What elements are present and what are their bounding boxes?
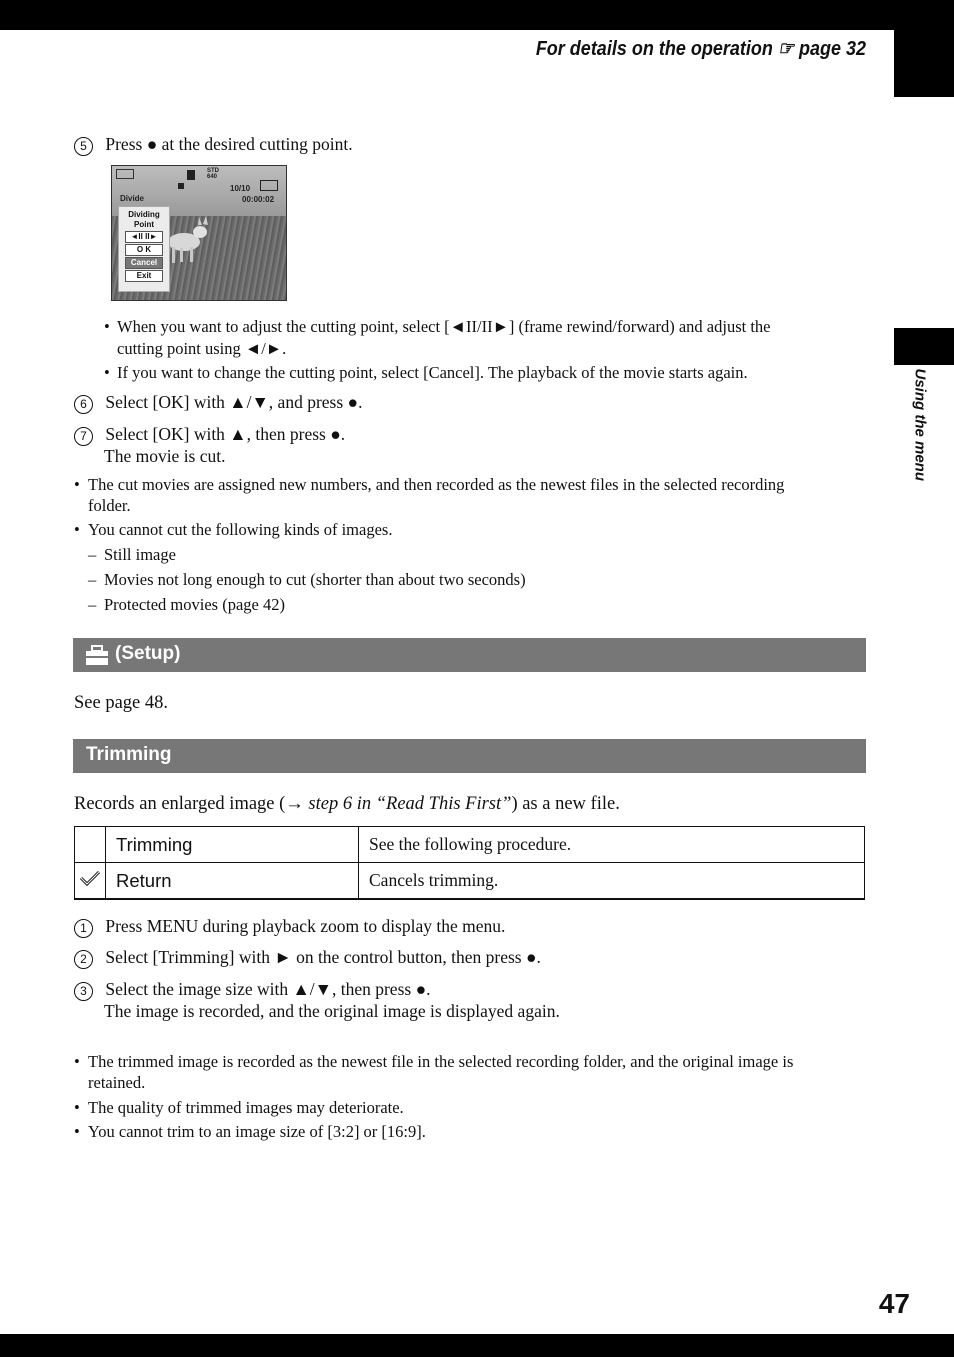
note-trim-newest-cont: retained.: [88, 1073, 146, 1092]
side-tab-label: Using the menu: [911, 368, 929, 482]
top-black-bar: [0, 0, 954, 30]
stop-icon: [178, 183, 184, 189]
exclusion-short: Movies not long enough to cut (shorter than about two seconds): [104, 570, 526, 589]
trimming-intro: Records an enlarged image (→ step 6 in “Read This First”) as a new file.: [74, 794, 620, 814]
divide-menu: [118, 206, 170, 292]
table-row[interactable]: [75, 863, 865, 900]
step-number: 2: [74, 950, 93, 969]
bullet: •: [74, 475, 80, 494]
trim-step-3: [74, 978, 431, 1001]
setup-section-bar: [73, 638, 866, 672]
note-change-text: If you want to change the cutting point, select [Cancel]. The playback of the movie starts again.: [117, 363, 748, 382]
note-cannot-cut: You cannot cut the following kinds of images.: [88, 520, 393, 539]
menu-item-frame[interactable]: ◄II II►: [125, 231, 163, 243]
step-number: 6: [74, 395, 93, 414]
bullet: •: [74, 1122, 80, 1141]
dash: –: [88, 570, 97, 589]
step-text: Press ● at the desired cutting point.: [105, 134, 353, 154]
option-name: Return: [106, 863, 359, 900]
quality-indicator: STD 640: [207, 168, 219, 180]
bottom-black-bar: [0, 1334, 954, 1357]
note-adjust: •: [104, 317, 110, 336]
row-mark: [75, 863, 106, 900]
time-counter: 00:00:02: [242, 195, 275, 204]
folder-icon: [260, 180, 278, 191]
menu-item-ok[interactable]: O K: [125, 244, 163, 256]
menu-item-cancel[interactable]: Cancel: [125, 257, 163, 269]
corner-tab: [894, 30, 954, 97]
camera-lcd-screen: [111, 165, 287, 301]
step-text: Select [OK] with ▲, then press ●.: [105, 424, 346, 444]
dash: –: [88, 545, 97, 564]
note-cut-numbers: The cut movies are assigned new numbers, and then recorded as the newest files in the selected recording: [88, 475, 785, 494]
step-number: 7: [74, 427, 93, 446]
menu-item-exit[interactable]: Exit: [125, 270, 163, 282]
dash: –: [88, 595, 97, 614]
note-adjust-text: When you want to adjust the cutting point, select [◄II/II►] (frame rewind/forward) and adjust the: [117, 317, 771, 336]
note-trim-size: You cannot trim to an image size of [3:2] or [16:9].: [88, 1122, 426, 1141]
exclusion-protected: Protected movies (page 42): [104, 595, 285, 614]
step-number: 3: [74, 982, 93, 1001]
page-number: 47: [878, 1288, 910, 1319]
bullet: •: [74, 1052, 80, 1071]
step-6: [74, 391, 362, 414]
setup-title: (Setup): [115, 643, 181, 664]
note-change: •: [104, 363, 110, 382]
step-number: 5: [74, 137, 93, 156]
step-text: Press MENU during playback zoom to display the menu.: [105, 916, 506, 936]
note-trim-quality: The quality of trimmed images may deteriorate.: [88, 1098, 404, 1117]
menu-title: Dividing: [128, 210, 160, 219]
mode-label: Divide: [120, 194, 145, 203]
setup-body: See page 48.: [74, 693, 169, 713]
note-adjust-cont: cutting point using ◄/►.: [117, 339, 287, 358]
trimming-title: Trimming: [86, 744, 172, 765]
step-7-result: The movie is cut.: [104, 446, 226, 466]
step-text: Select [OK] with ▲/▼, and press ●.: [105, 392, 363, 412]
file-counter: 10/10: [230, 184, 251, 193]
step-number: 1: [74, 919, 93, 938]
trim-step-2: [74, 946, 541, 969]
header-reference: For details on the operation ☞ page 32: [535, 38, 866, 60]
trim-step-1: [74, 915, 505, 938]
bullet: •: [74, 520, 80, 539]
trimming-options-table: [74, 826, 865, 900]
step-text: Select the image size with ▲/▼, then press ●.: [105, 979, 431, 999]
option-desc: See the following procedure.: [359, 827, 865, 863]
note-trim-newest: The trimmed image is recorded as the newest file in the selected recording folder, and the original image is: [88, 1052, 794, 1071]
exclusion-still: Still image: [104, 545, 176, 564]
row-mark: [75, 827, 106, 863]
trim-step-3-result: The image is recorded, and the original image is displayed again.: [104, 1001, 560, 1021]
trimming-section-bar: [73, 739, 866, 773]
option-name: Trimming: [106, 827, 359, 863]
movie-icon: [187, 170, 195, 180]
side-tab-marker: [894, 328, 954, 365]
option-desc: Cancels trimming.: [359, 863, 865, 900]
step-7: [74, 423, 345, 446]
step-5: [74, 133, 353, 156]
battery-icon: [116, 169, 134, 179]
bullet: •: [74, 1098, 80, 1117]
note-cut-numbers-cont: folder.: [88, 496, 131, 515]
table-row[interactable]: [75, 827, 865, 863]
toolbox-icon: [85, 645, 109, 666]
check-icon: [79, 869, 101, 887]
menu-title-2: Point: [134, 220, 154, 229]
step-text: Select [Trimming] with ► on the control button, then press ●.: [105, 947, 541, 967]
